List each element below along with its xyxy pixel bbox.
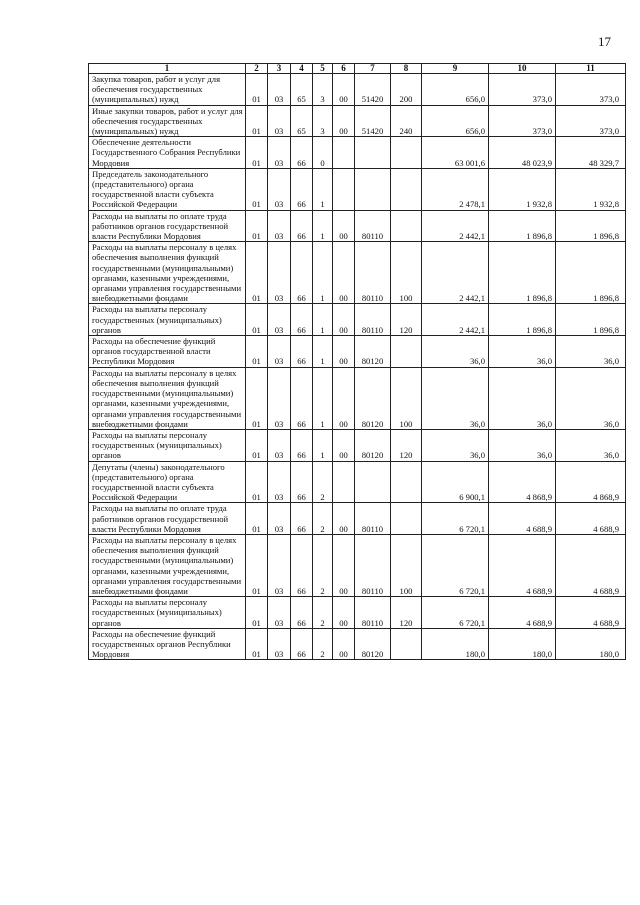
section-code: 01 xyxy=(246,503,268,535)
amount-2020: 373,0 xyxy=(489,105,556,137)
section-code: 01 xyxy=(246,74,268,106)
row-name xyxy=(89,461,246,503)
table-row xyxy=(89,503,626,535)
event-code: 00 xyxy=(333,242,355,304)
subprogram-code: 2 xyxy=(313,461,333,503)
amount-2021: 1 896,8 xyxy=(556,242,626,304)
direction-code: 51420 xyxy=(355,105,391,137)
amount-2020: 4 688,9 xyxy=(489,597,556,629)
column-header-9: 9 xyxy=(422,64,489,74)
table-row xyxy=(89,168,626,210)
subprogram-code: 1 xyxy=(313,242,333,304)
column-header-10: 10 xyxy=(489,64,556,74)
section-code: 01 xyxy=(246,367,268,429)
direction-code: 80110 xyxy=(355,597,391,629)
expense-type-code xyxy=(391,461,422,503)
amount-2019: 656,0 xyxy=(422,74,489,106)
program-code: 66 xyxy=(291,597,313,629)
row-name-text: Расходы на выплаты персоналу государственных (муниципальных) органов xyxy=(92,429,222,461)
event-code: 00 xyxy=(333,210,355,242)
subsection-code: 03 xyxy=(268,242,291,304)
amount-2019: 6 720,1 xyxy=(422,597,489,629)
expense-type-code: 200 xyxy=(391,74,422,106)
section-code: 01 xyxy=(246,105,268,137)
direction-code: 80120 xyxy=(355,628,391,660)
row-name xyxy=(89,137,246,169)
expense-type-code: 120 xyxy=(391,597,422,629)
amount-2020: 4 868,9 xyxy=(489,461,556,503)
event-code: 00 xyxy=(333,336,355,368)
table-row xyxy=(89,367,626,429)
amount-2021: 4 688,9 xyxy=(556,534,626,596)
subprogram-code: 2 xyxy=(313,597,333,629)
amount-2021: 373,0 xyxy=(556,105,626,137)
row-name-text: Расходы на выплаты персоналу в целях обеспечения выполнения функций государственными (муниципальными) органами, казенными учреждениями, органами управления государственными внебюджетными фондами xyxy=(92,534,242,596)
column-header-8: 8 xyxy=(391,64,422,74)
table-body xyxy=(89,74,626,660)
section-code: 01 xyxy=(246,242,268,304)
direction-code: 80110 xyxy=(355,534,391,596)
direction-code: 51420 xyxy=(355,74,391,106)
event-code xyxy=(333,168,355,210)
table-row xyxy=(89,628,626,660)
table-row xyxy=(89,242,626,304)
expense-type-code xyxy=(391,168,422,210)
expense-type-code xyxy=(391,503,422,535)
subsection-code: 03 xyxy=(268,597,291,629)
direction-code: 80110 xyxy=(355,503,391,535)
expense-type-code xyxy=(391,210,422,242)
table-row xyxy=(89,210,626,242)
amount-2021: 180,0 xyxy=(556,628,626,660)
amount-2020: 1 896,8 xyxy=(489,304,556,336)
row-name-text: Иные закупки товаров, работ и услуг для обеспечения государственных (муниципальных) нужд xyxy=(92,105,243,137)
program-code: 65 xyxy=(291,74,313,106)
row-name-text: Расходы на выплаты персоналу государственных (муниципальных) органов xyxy=(92,597,222,628)
column-header-4: 4 xyxy=(291,64,313,74)
amount-2020: 48 023,9 xyxy=(489,137,556,169)
table-row xyxy=(89,74,626,106)
section-code: 01 xyxy=(246,137,268,169)
table-row xyxy=(89,105,626,137)
subprogram-code: 1 xyxy=(313,429,333,461)
expense-type-code: 100 xyxy=(391,242,422,304)
amount-2019: 180,0 xyxy=(422,628,489,660)
amount-2019: 63 001,6 xyxy=(422,137,489,169)
amount-2021: 1 896,8 xyxy=(556,304,626,336)
amount-2019: 6 900,1 xyxy=(422,461,489,503)
amount-2019: 36,0 xyxy=(422,367,489,429)
amount-2021: 1 896,8 xyxy=(556,210,626,242)
amount-2019: 2 478,1 xyxy=(422,168,489,210)
amount-2019: 2 442,1 xyxy=(422,242,489,304)
subprogram-code: 1 xyxy=(313,367,333,429)
row-name-text: Расходы на выплаты персоналу государственных (муниципальных) органов xyxy=(92,304,222,335)
table-row xyxy=(89,137,626,169)
section-code: 01 xyxy=(246,534,268,596)
row-name xyxy=(89,503,246,535)
amount-2019: 6 720,1 xyxy=(422,534,489,596)
row-name-text: Расходы на выплаты по оплате труда работников органов государственной власти Республики Мордовия xyxy=(92,503,229,534)
column-header-6: 6 xyxy=(333,64,355,74)
row-name xyxy=(89,74,246,106)
amount-2020: 4 688,9 xyxy=(489,534,556,596)
subsection-code: 03 xyxy=(268,503,291,535)
event-code: 00 xyxy=(333,534,355,596)
expense-type-code: 100 xyxy=(391,367,422,429)
subprogram-code: 2 xyxy=(313,503,333,535)
row-name xyxy=(89,597,246,629)
row-name xyxy=(89,105,246,137)
expense-type-code: 100 xyxy=(391,534,422,596)
program-code: 66 xyxy=(291,628,313,660)
direction-code xyxy=(355,168,391,210)
page-number: 17 xyxy=(598,34,611,49)
program-code: 65 xyxy=(291,105,313,137)
amount-2020: 36,0 xyxy=(489,336,556,368)
section-code: 01 xyxy=(246,210,268,242)
amount-2019: 36,0 xyxy=(422,429,489,461)
subprogram-code: 2 xyxy=(313,534,333,596)
row-name xyxy=(89,168,246,210)
table-row xyxy=(89,304,626,336)
expense-type-code xyxy=(391,628,422,660)
row-name-text: Расходы на обеспечение функций государственных органов Республики Мордовия xyxy=(92,628,231,660)
column-header-11: 11 xyxy=(556,64,626,74)
amount-2020: 1 932,8 xyxy=(489,168,556,210)
section-code: 01 xyxy=(246,336,268,368)
subsection-code: 03 xyxy=(268,367,291,429)
direction-code xyxy=(355,461,391,503)
subprogram-code: 3 xyxy=(313,74,333,106)
row-name xyxy=(89,242,246,304)
amount-2020: 1 896,8 xyxy=(489,210,556,242)
amount-2021: 373,0 xyxy=(556,74,626,106)
table-row xyxy=(89,597,626,629)
row-name xyxy=(89,336,246,368)
direction-code: 80120 xyxy=(355,429,391,461)
expense-type-code xyxy=(391,336,422,368)
table-row xyxy=(89,534,626,596)
row-name xyxy=(89,534,246,596)
row-name-text: Депутаты (члены) законодательного (представительного) органа государственной власти субъекта Российской Федерации xyxy=(92,461,225,503)
subsection-code: 03 xyxy=(268,336,291,368)
table-row xyxy=(89,461,626,503)
row-name-text: Расходы на выплаты персоналу в целях обеспечения выполнения функций государственными (муниципальными) органами, казенными учреждениями, органами управления государственными внебюджетными фондами xyxy=(92,367,242,429)
amount-2019: 656,0 xyxy=(422,105,489,137)
section-code: 01 xyxy=(246,168,268,210)
amount-2019: 36,0 xyxy=(422,336,489,368)
event-code: 00 xyxy=(333,105,355,137)
subsection-code: 03 xyxy=(268,534,291,596)
event-code: 00 xyxy=(333,74,355,106)
row-name xyxy=(89,367,246,429)
subprogram-code: 0 xyxy=(313,137,333,169)
row-name xyxy=(89,210,246,242)
subsection-code: 03 xyxy=(268,210,291,242)
amount-2020: 36,0 xyxy=(489,429,556,461)
direction-code: 80110 xyxy=(355,242,391,304)
column-header-7: 7 xyxy=(355,64,391,74)
program-code: 66 xyxy=(291,534,313,596)
budget-table xyxy=(88,63,626,660)
amount-2021: 1 932,8 xyxy=(556,168,626,210)
amount-2021: 48 329,7 xyxy=(556,137,626,169)
subsection-code: 03 xyxy=(268,461,291,503)
row-name-text: Закупка товаров, работ и услуг для обеспечения государственных (муниципальных) нужд xyxy=(92,74,221,105)
column-header-1: 1 xyxy=(89,64,246,74)
direction-code: 80120 xyxy=(355,367,391,429)
amount-2020: 4 688,9 xyxy=(489,503,556,535)
program-code: 66 xyxy=(291,503,313,535)
subprogram-code: 1 xyxy=(313,168,333,210)
amount-2021: 36,0 xyxy=(556,367,626,429)
amount-2021: 4 688,9 xyxy=(556,597,626,629)
direction-code xyxy=(355,137,391,169)
event-code: 00 xyxy=(333,304,355,336)
program-code: 66 xyxy=(291,137,313,169)
amount-2021: 36,0 xyxy=(556,336,626,368)
subsection-code: 03 xyxy=(268,304,291,336)
row-name-text: Расходы на выплаты по оплате труда работников органов государственной власти Республики Мордовия xyxy=(92,210,229,242)
table-header-row xyxy=(89,64,626,74)
section-code: 01 xyxy=(246,461,268,503)
amount-2021: 4 688,9 xyxy=(556,503,626,535)
subsection-code: 03 xyxy=(268,137,291,169)
program-code: 66 xyxy=(291,429,313,461)
program-code: 66 xyxy=(291,210,313,242)
expense-type-code xyxy=(391,137,422,169)
row-name-text: Председатель законодательного (представительного) органа государственной власти субъекта Российской Федерации xyxy=(92,168,214,210)
amount-2020: 1 896,8 xyxy=(489,242,556,304)
direction-code: 80110 xyxy=(355,210,391,242)
expense-type-code: 240 xyxy=(391,105,422,137)
amount-2019: 6 720,1 xyxy=(422,503,489,535)
program-code: 66 xyxy=(291,242,313,304)
row-name-text: Обеспечение деятельности Государственного Собрания Республики Мордовия xyxy=(92,137,241,168)
event-code xyxy=(333,137,355,169)
table-row xyxy=(89,429,626,461)
expense-type-code: 120 xyxy=(391,429,422,461)
amount-2020: 180,0 xyxy=(489,628,556,660)
amount-2020: 373,0 xyxy=(489,74,556,106)
event-code: 00 xyxy=(333,628,355,660)
program-code: 66 xyxy=(291,336,313,368)
direction-code: 80120 xyxy=(355,336,391,368)
program-code: 66 xyxy=(291,367,313,429)
subprogram-code: 1 xyxy=(313,336,333,368)
subsection-code: 03 xyxy=(268,429,291,461)
row-name-text: Расходы на выплаты персоналу в целях обеспечения выполнения функций государственными (муниципальными) органами, казенными учреждениями, органами управления государственными внебюджетными фондами xyxy=(92,242,242,304)
program-code: 66 xyxy=(291,461,313,503)
event-code: 00 xyxy=(333,503,355,535)
column-header-2: 2 xyxy=(246,64,268,74)
subsection-code: 03 xyxy=(268,74,291,106)
program-code: 66 xyxy=(291,304,313,336)
subprogram-code: 3 xyxy=(313,105,333,137)
amount-2019: 2 442,1 xyxy=(422,304,489,336)
column-header-3: 3 xyxy=(268,64,291,74)
subsection-code: 03 xyxy=(268,168,291,210)
direction-code: 80110 xyxy=(355,304,391,336)
row-name-text: Расходы на обеспечение функций органов государственной власти Республики Мордовия xyxy=(92,336,216,367)
event-code: 00 xyxy=(333,367,355,429)
section-code: 01 xyxy=(246,628,268,660)
section-code: 01 xyxy=(246,597,268,629)
subprogram-code: 2 xyxy=(313,628,333,660)
row-name xyxy=(89,304,246,336)
event-code xyxy=(333,461,355,503)
table-row xyxy=(89,336,626,368)
event-code: 00 xyxy=(333,429,355,461)
expense-type-code: 120 xyxy=(391,304,422,336)
row-name xyxy=(89,429,246,461)
subsection-code: 03 xyxy=(268,105,291,137)
amount-2021: 4 868,9 xyxy=(556,461,626,503)
subprogram-code: 1 xyxy=(313,304,333,336)
subsection-code: 03 xyxy=(268,628,291,660)
program-code: 66 xyxy=(291,168,313,210)
amount-2021: 36,0 xyxy=(556,429,626,461)
column-header-5: 5 xyxy=(313,64,333,74)
section-code: 01 xyxy=(246,304,268,336)
amount-2020: 36,0 xyxy=(489,367,556,429)
section-code: 01 xyxy=(246,429,268,461)
row-name xyxy=(89,628,246,660)
subprogram-code: 1 xyxy=(313,210,333,242)
amount-2019: 2 442,1 xyxy=(422,210,489,242)
event-code: 00 xyxy=(333,597,355,629)
